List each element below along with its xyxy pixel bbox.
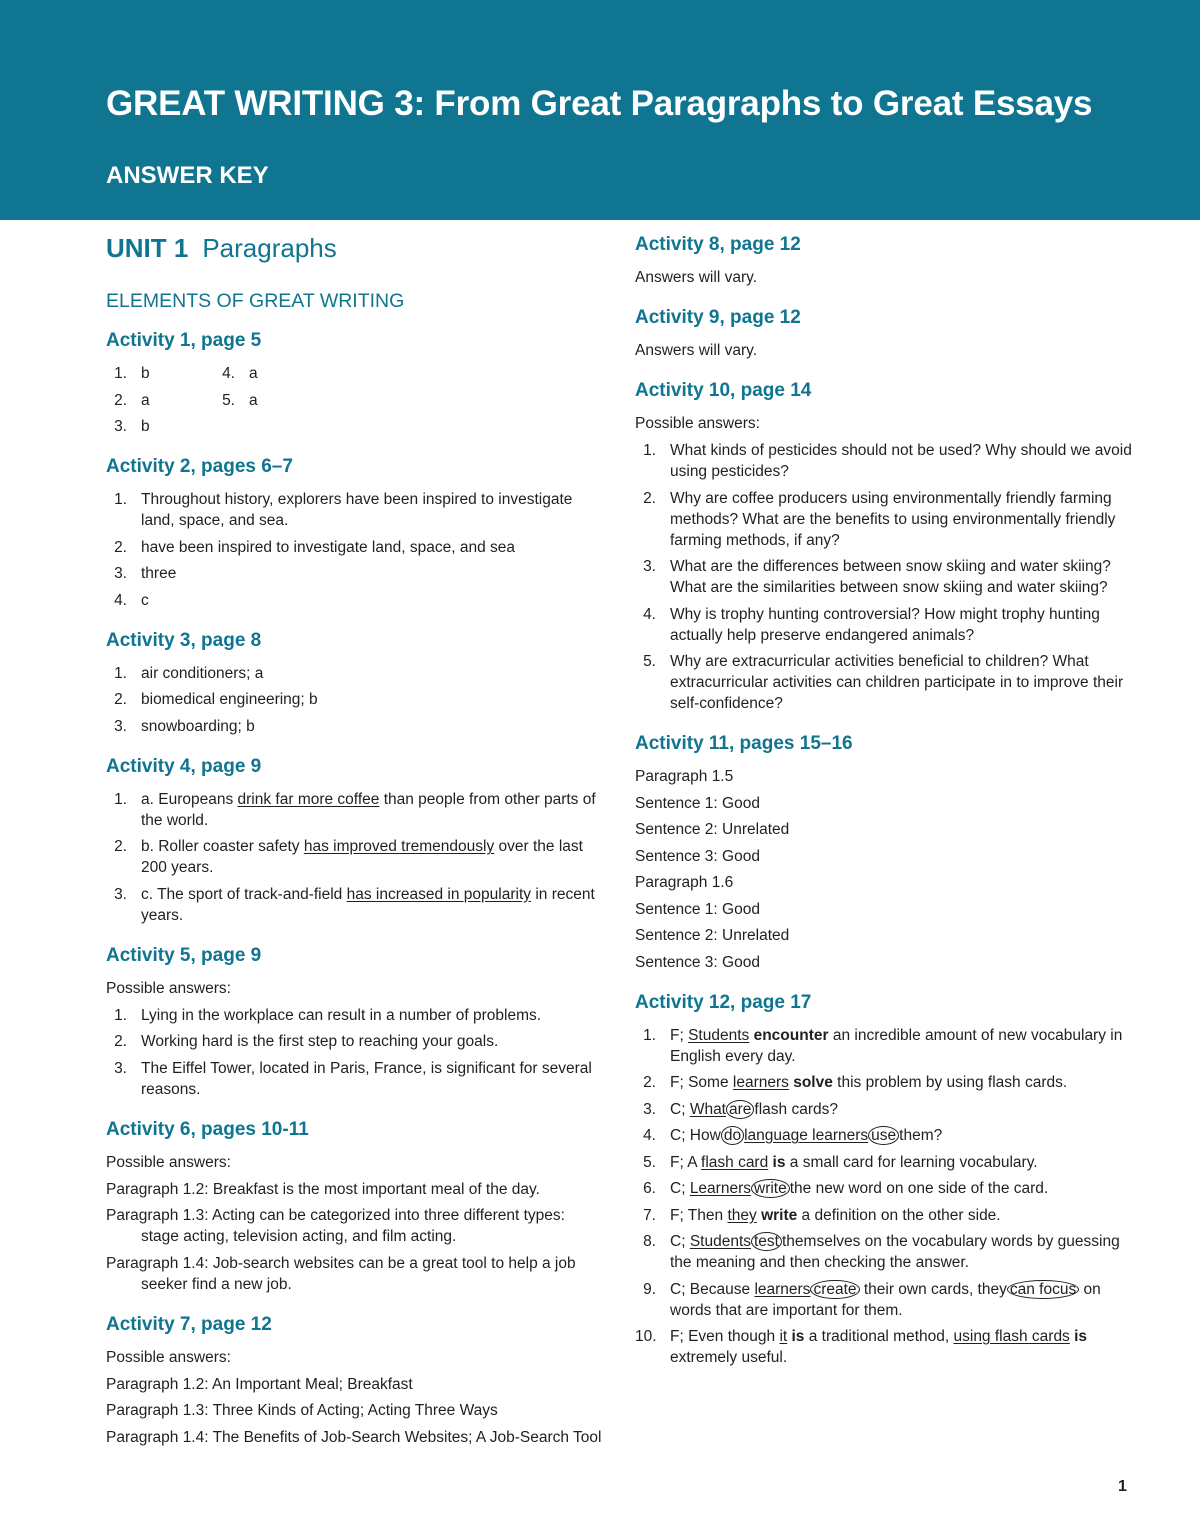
answer-item: 7. F; Then they write a definition on the other side. <box>643 1206 1001 1224</box>
activity-note: Answers will vary. <box>635 342 758 359</box>
answer-list <box>635 1025 1145 1369</box>
answer-list <box>106 663 606 737</box>
activity-heading: Activity 9, page 12 <box>635 307 801 328</box>
answer-paragraph: Paragraph 1.2: Breakfast is the most important meal of the day. <box>106 1180 540 1198</box>
answer-item: 2. have been inspired to investigate land, space, and sea <box>114 538 515 556</box>
activity-4 <box>106 755 606 926</box>
unit-heading <box>106 233 606 264</box>
answer-list <box>635 440 1145 714</box>
answer-item: 1. Lying in the workplace can result in a number of problems. <box>114 1006 542 1024</box>
activity-10 <box>635 379 1145 714</box>
activity-heading: Activity 11, pages 15–16 <box>635 733 853 754</box>
answer-line: Sentence 1: Good <box>635 900 760 918</box>
answer-item: 5. a <box>222 391 258 409</box>
answer-paragraph: Paragraph 1.3: Three Kinds of Acting; Acting Three Ways <box>106 1402 498 1419</box>
activity-heading: Activity 4, page 9 <box>106 755 262 777</box>
activity-heading: Activity 10, page 14 <box>635 380 812 401</box>
answer-list <box>106 489 606 611</box>
answer-item: 2. F; Some learners solve this problem by using flash cards. <box>643 1074 1068 1091</box>
activity-1 <box>106 329 606 437</box>
activity-11 <box>635 732 1145 973</box>
answer-item: 3. What are the differences between snow skiing and water skiing? What are the similarities between snow skiing and water skiing? <box>643 558 1111 596</box>
answer-item: 2. Working hard is the first step to reaching your goals. <box>114 1033 499 1050</box>
activity-8 <box>635 233 1145 288</box>
answer-item: 1. a. Europeans drink far more coffee than people from other parts of the world. <box>114 790 596 829</box>
answer-item: 2. biomedical engineering; b <box>114 691 318 708</box>
answer-item: 2. a <box>114 391 150 409</box>
activity-heading: Activity 6, pages 10-11 <box>106 1118 309 1140</box>
answer-list <box>106 789 606 926</box>
activity-7 <box>106 1313 606 1448</box>
activity-heading: Activity 7, page 12 <box>106 1313 272 1335</box>
header-banner <box>0 0 1200 220</box>
activity-note: Possible answers: <box>106 979 231 997</box>
answer-item: 2. Why are coffee producers using environmentally friendly farming methods? What are the benefits to using environmentally friendly farming methods, if any? <box>643 489 1116 549</box>
answer-item: 10. F; Even though it is a traditional method, using flash cards is extremely useful. <box>635 1328 1088 1366</box>
answer-line: Sentence 2: Unrelated <box>635 821 790 838</box>
activity-heading: Activity 12, page 17 <box>635 991 812 1013</box>
answer-line: Paragraph 1.6 <box>635 874 734 891</box>
answer-item: 5. F; A flash card is a small card for learning vocabulary. <box>643 1153 1038 1171</box>
activity-6 <box>106 1118 606 1295</box>
answer-paragraph: Paragraph 1.4: Job-search websites can be a great tool to help a job seeker find a new job. <box>106 1254 576 1293</box>
answer-item: 4. C; How do language learners use them? <box>643 1127 943 1144</box>
document-title: GREAT WRITING 3: From Great Paragraphs to Great Essays <box>106 84 1093 123</box>
answer-item: 6. C; Learners write the new word on one side of the card. <box>643 1180 1049 1197</box>
answer-item: 3. C; What are flash cards? <box>643 1100 838 1118</box>
answer-item: 5. Why are extracurricular activities beneficial to children? What extracurricular activities can children participate in to improve their self-confidence? <box>643 653 1124 712</box>
answer-list <box>106 1005 606 1100</box>
activity-note: Possible answers: <box>635 415 760 432</box>
answer-item: 4. c <box>114 591 149 609</box>
answer-item: 2. b. Roller coaster safety has improved tremendously over the last 200 years. <box>114 838 583 876</box>
answer-item: 3. b <box>114 418 150 435</box>
answer-line: Sentence 2: Unrelated <box>635 927 790 944</box>
answer-item: 3. snowboarding; b <box>114 717 255 735</box>
activity-note: Possible answers: <box>106 1348 231 1366</box>
activity-5 <box>106 944 606 1100</box>
page-number: 1 <box>1118 1478 1127 1495</box>
answer-grid <box>106 363 606 437</box>
activity-9 <box>635 306 1145 361</box>
answer-paragraph: Paragraph 1.3: Acting can be categorized into three different types: stage acting, television acting, and film acting. <box>106 1207 565 1245</box>
answer-line: Sentence 3: Good <box>635 847 760 865</box>
activity-heading: Activity 2, pages 6–7 <box>106 456 293 477</box>
answer-item: 3. three <box>114 565 177 582</box>
unit-name: Paragraphs <box>202 233 337 263</box>
answer-item: 1. Throughout history, explorers have been inspired to investigate land, space, and sea. <box>114 491 573 529</box>
answer-paragraph: Paragraph 1.4: The Benefits of Job-Search Websites; A Job-Search Tool <box>106 1428 602 1446</box>
right-column <box>635 233 1145 1386</box>
activity-heading: Activity 1, page 5 <box>106 330 262 351</box>
activity-12 <box>635 991 1145 1369</box>
answer-item: 1. What kinds of pesticides should not be used? Why should we avoid using pesticides? <box>643 442 1132 480</box>
document-subtitle: ANSWER KEY <box>106 162 269 189</box>
answer-item: 8. C; Students test themselves on the vocabulary words by guessing the meaning and then checking the answer. <box>643 1233 1120 1271</box>
activity-3 <box>106 629 606 737</box>
answer-line: Sentence 3: Good <box>635 953 760 971</box>
unit-number: UNIT 1 <box>106 233 189 263</box>
answer-item: 4. Why is trophy hunting controversial? How might trophy hunting actually help preserve endangered animals? <box>643 605 1100 644</box>
left-column <box>106 233 606 1466</box>
answer-line: Paragraph 1.5 <box>635 768 734 785</box>
section-heading: ELEMENTS OF GREAT WRITING <box>106 290 405 312</box>
activity-2 <box>106 455 606 611</box>
answer-line: Sentence 1: Good <box>635 794 760 812</box>
answer-item: 1. air conditioners; a <box>114 664 264 682</box>
answer-item: 3. The Eiffel Tower, located in Paris, France, is significant for several reasons. <box>114 1059 592 1098</box>
answer-item: 4. a <box>222 365 258 382</box>
activity-heading: Activity 8, page 12 <box>635 234 801 255</box>
activity-heading: Activity 3, page 8 <box>106 629 262 651</box>
answer-paragraph: Paragraph 1.2: An Important Meal; Breakfast <box>106 1375 413 1393</box>
activity-note: Possible answers: <box>106 1153 231 1171</box>
answer-item: 9. C; Because learners create their own cards, they can focus on words that are important for them. <box>643 1280 1101 1319</box>
activity-heading: Activity 5, page 9 <box>106 944 262 966</box>
answer-item: 3. c. The sport of track-and-field has increased in popularity in recent years. <box>114 885 595 924</box>
answer-item: 1. b <box>114 365 150 382</box>
answer-item: 1. F; Students encounter an incredible amount of new vocabulary in English every day. <box>643 1026 1123 1065</box>
activity-note: Answers will vary. <box>635 269 758 286</box>
